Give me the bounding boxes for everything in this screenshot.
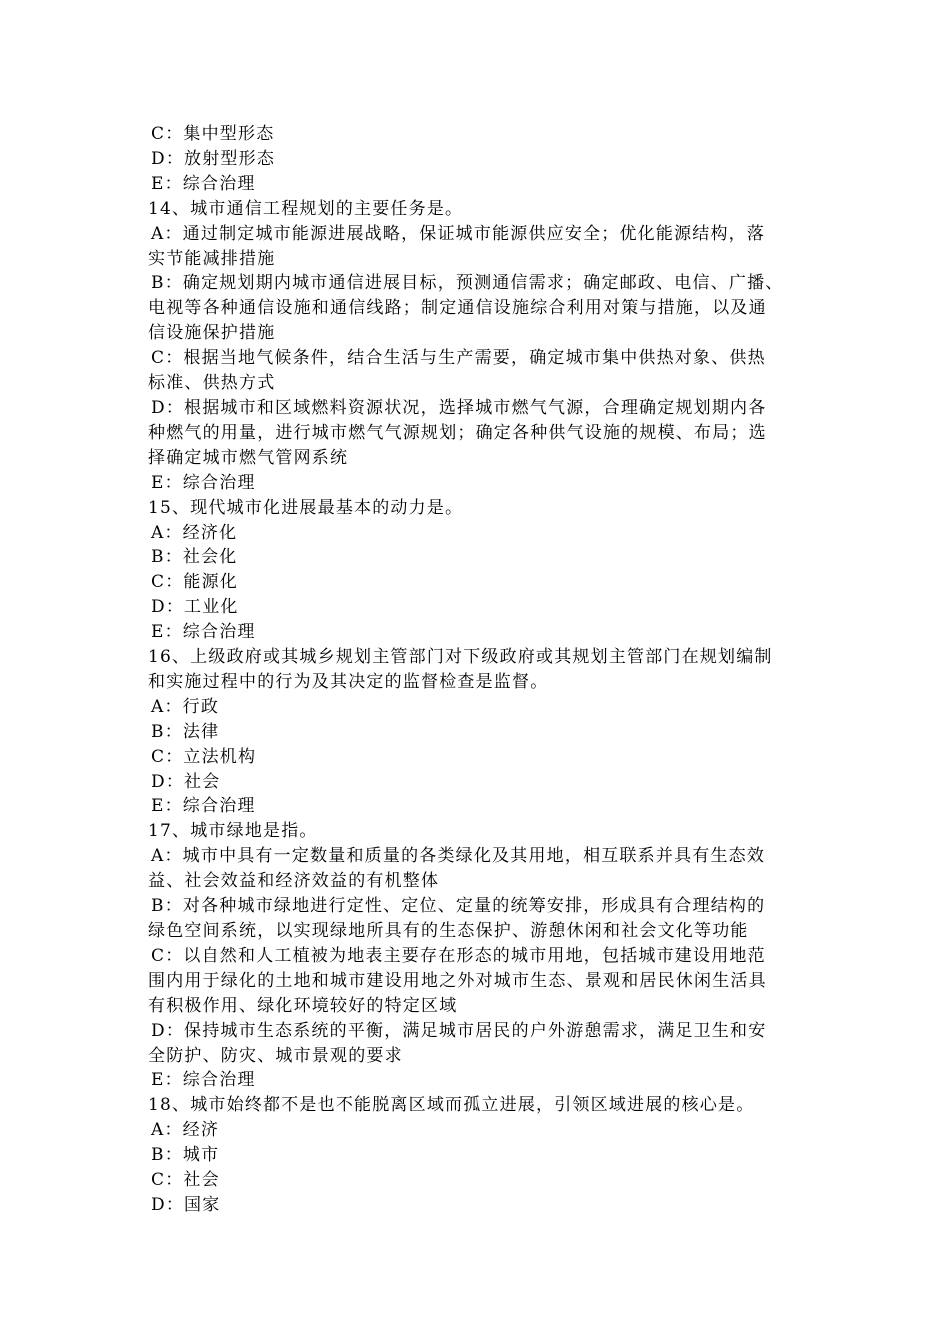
answer-option-line: A：城市中具有一定数量和质量的各类绿化及其用地，相互联系并具有生态效 — [151, 846, 766, 867]
answer-option-line: C：社会 — [151, 1170, 220, 1191]
question-text-line: 实节能减排措施 — [148, 248, 276, 269]
question-text-line: 15、现代城市化进展最基本的动力是。 — [148, 497, 464, 518]
answer-option-line: E：综合治理 — [151, 173, 256, 194]
answer-option-line: B：对各种城市绿地进行定性、定位、定量的统筹安排，形成具有合理结构的 — [151, 896, 766, 917]
question-text-line: 全防护、防灾、城市景观的要求 — [148, 1045, 403, 1066]
answer-option-line: D：工业化 — [151, 597, 239, 618]
answer-option-line: C：以自然和人工植被为地表主要存在形态的城市用地，包括城市建设用地范 — [151, 945, 766, 966]
answer-option-line: D：保持城市生态系统的平衡，满足城市居民的户外游憩需求，满足卫生和安 — [151, 1020, 767, 1041]
answer-option-line: E：综合治理 — [151, 1070, 256, 1091]
answer-option-line: B：城市 — [151, 1145, 220, 1166]
question-text-line: 种燃气的用量，进行城市燃气气源规划；确定各种供气设施的规模、布局；选 — [148, 422, 767, 443]
question-text-line: 益、社会效益和经济效益的有机整体 — [148, 871, 440, 892]
question-text-line: 18、城市始终都不是也不能脱离区域而孤立进展，引领区域进展的核心是。 — [148, 1095, 755, 1116]
answer-option-line: E：综合治理 — [151, 472, 256, 493]
answer-option-line: C：能源化 — [151, 572, 239, 593]
question-text-line: 围内用于绿化的土地和城市建设用地之外对城市生态、景观和居民休闲生活具 — [148, 970, 767, 991]
answer-option-line: D：国家 — [151, 1194, 221, 1215]
answer-option-line: B：法律 — [151, 721, 220, 742]
document-body — [148, 122, 818, 1218]
question-text-line: 有积极作用、绿化环境较好的特定区域 — [148, 995, 458, 1016]
answer-option-line: D：根据城市和区域燃料资源状况，选择城市燃气气源，合理确定规划期内各 — [151, 397, 767, 418]
answer-option-line: A：经济化 — [151, 522, 238, 543]
answer-option-line: C：集中型形态 — [151, 124, 275, 144]
answer-option-line: A：行政 — [151, 696, 220, 717]
answer-option-line: E：综合治理 — [151, 622, 256, 643]
answer-option-line: C：根据当地气候条件，结合生活与生产需要，确定城市集中供热对象、供热 — [151, 348, 766, 369]
question-text-line: 电视等各种通信设施和通信线路；制定通信设施综合利用对策与措施，以及通 — [148, 298, 767, 319]
answer-option-line: D：放射型形态 — [151, 148, 276, 169]
answer-option-line: D：社会 — [151, 771, 221, 792]
answer-option-line: A：通过制定城市能源进展战略，保证城市能源供应安全；优化能源结构，落 — [151, 223, 766, 244]
answer-option-line: A：经济 — [151, 1120, 220, 1141]
question-text-line: 绿色空间系统，以实现绿地所具有的生态保护、游憩休闲和社会文化等功能 — [148, 921, 749, 941]
question-text-line: 16、上级政府或其城乡规划主管部门对下级政府或其规划主管部门在规划编制 — [148, 647, 773, 668]
question-text-line: 标准、供热方式 — [148, 373, 276, 394]
question-text-line: 择确定城市燃气管网系统 — [148, 447, 349, 468]
question-text-line: 17、城市绿地是指。 — [148, 821, 318, 842]
answer-option-line: B：确定规划期内城市通信进展目标，预测通信需求；确定邮政、电信、广播、 — [151, 273, 784, 294]
question-text-line: 信设施保护措施 — [148, 323, 276, 344]
answer-option-line: B：社会化 — [151, 547, 238, 568]
answer-option-line: E：综合治理 — [151, 796, 256, 817]
question-text-line: 14、城市通信工程规划的主要任务是。 — [148, 198, 464, 219]
answer-option-line: C：立法机构 — [151, 746, 257, 767]
question-text-line: 和实施过程中的行为及其决定的监督检查是监督。 — [148, 671, 549, 692]
